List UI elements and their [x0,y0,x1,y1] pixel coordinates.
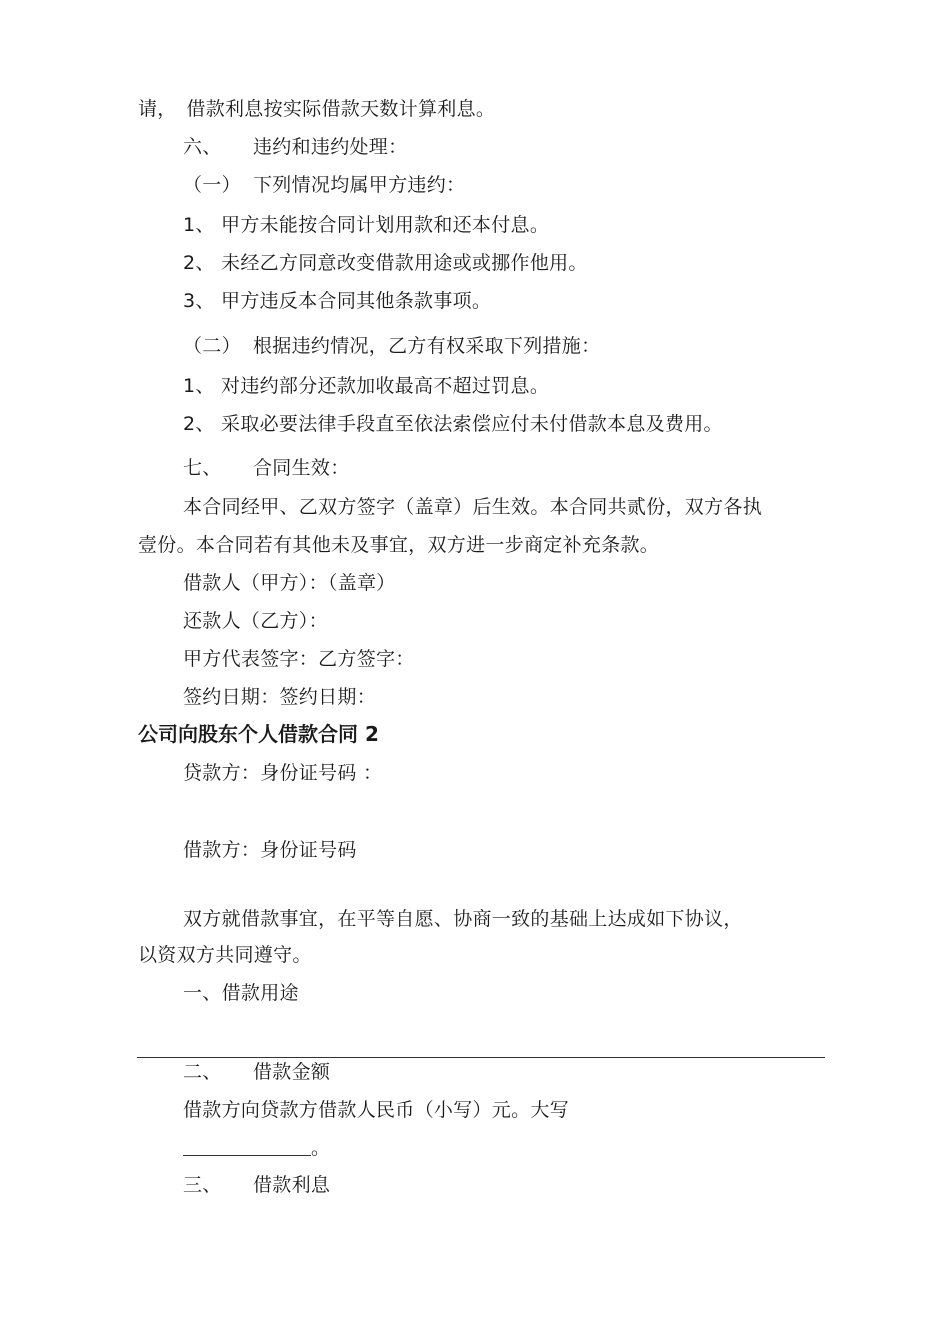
signature-dates: 签约日期：签约日期： [183,686,377,708]
paragraph-effectiveness: 本合同经甲、乙双方签字（盖章）后生效。本合同共贰份，双方各执 [183,496,763,518]
list-item: 2、 采取必要法律手段直至依法索偿应付未付借款本息及费用。 [183,413,723,435]
section-title: 借款金额 [253,1061,331,1083]
item-interest-heading [183,1172,330,1198]
list-item: 2、 未经乙方同意改变借款用途或或挪作他用。 [183,252,588,274]
signature-borrower: 借款人（甲方）：（盖章） [183,572,396,594]
contract-title: 公司向股东个人借款合同 2 [138,722,379,746]
section-number: 三、 [183,1174,222,1196]
paragraph-effectiveness-cont: 壹份。本合同若有其他未及事宜，双方进一步商定补充条款。 [138,534,660,556]
section-title: 合同生效： [253,457,350,479]
subsection-title: 根据违约情况，乙方有权采取下列措施： [253,335,601,357]
section-number: 六、 [183,136,222,158]
blank-underline [183,1137,311,1156]
item-amount-heading [183,1059,330,1085]
section-title: 借款利息 [253,1174,331,1196]
list-item: 1、 对违约部分还款加收最高不超过罚息。 [183,375,550,397]
section-number: 七、 [183,457,222,479]
signature-representatives: 甲方代表签字：乙方签字： [183,648,415,670]
subsection-two-heading [183,333,600,359]
amount-blank-line [183,1135,330,1161]
section-six-heading [183,134,407,160]
intro-paragraph-cont: 以资双方共同遵守。 [138,944,312,966]
subsection-number: （二） [183,335,241,357]
section-seven-heading [183,455,350,481]
subsection-title: 下列情况均属甲方违约： [253,174,466,196]
signature-repayer: 还款人（乙方）： [183,610,328,632]
subsection-one-heading [183,172,465,198]
amount-paragraph: 借款方向贷款方借款人民币（小写）元。大写 [183,1099,570,1121]
list-item: 1、 甲方未能按合同计划用款和还本付息。 [183,214,550,236]
borrower-line: 借款方：身份证号码 [183,839,357,861]
fill-in-line [137,1057,825,1058]
list-item: 3、 甲方违反本合同其他条款事项。 [183,290,492,312]
intro-paragraph: 双方就借款事宜，在平等自愿、协商一致的基础上达成如下协议， [183,908,743,930]
lender-line: 贷款方：身份证号码 ： [183,762,383,784]
item-purpose-heading: 一、借款用途 [183,982,299,1004]
section-number: 二、 [183,1061,222,1083]
section-title: 违约和违约处理： [253,136,408,158]
paragraph-interest-calc: 请， 借款利息按实际借款天数计算利息。 [138,98,496,120]
subsection-number: （一） [183,174,241,196]
amount-end-mark: 。 [311,1137,331,1159]
